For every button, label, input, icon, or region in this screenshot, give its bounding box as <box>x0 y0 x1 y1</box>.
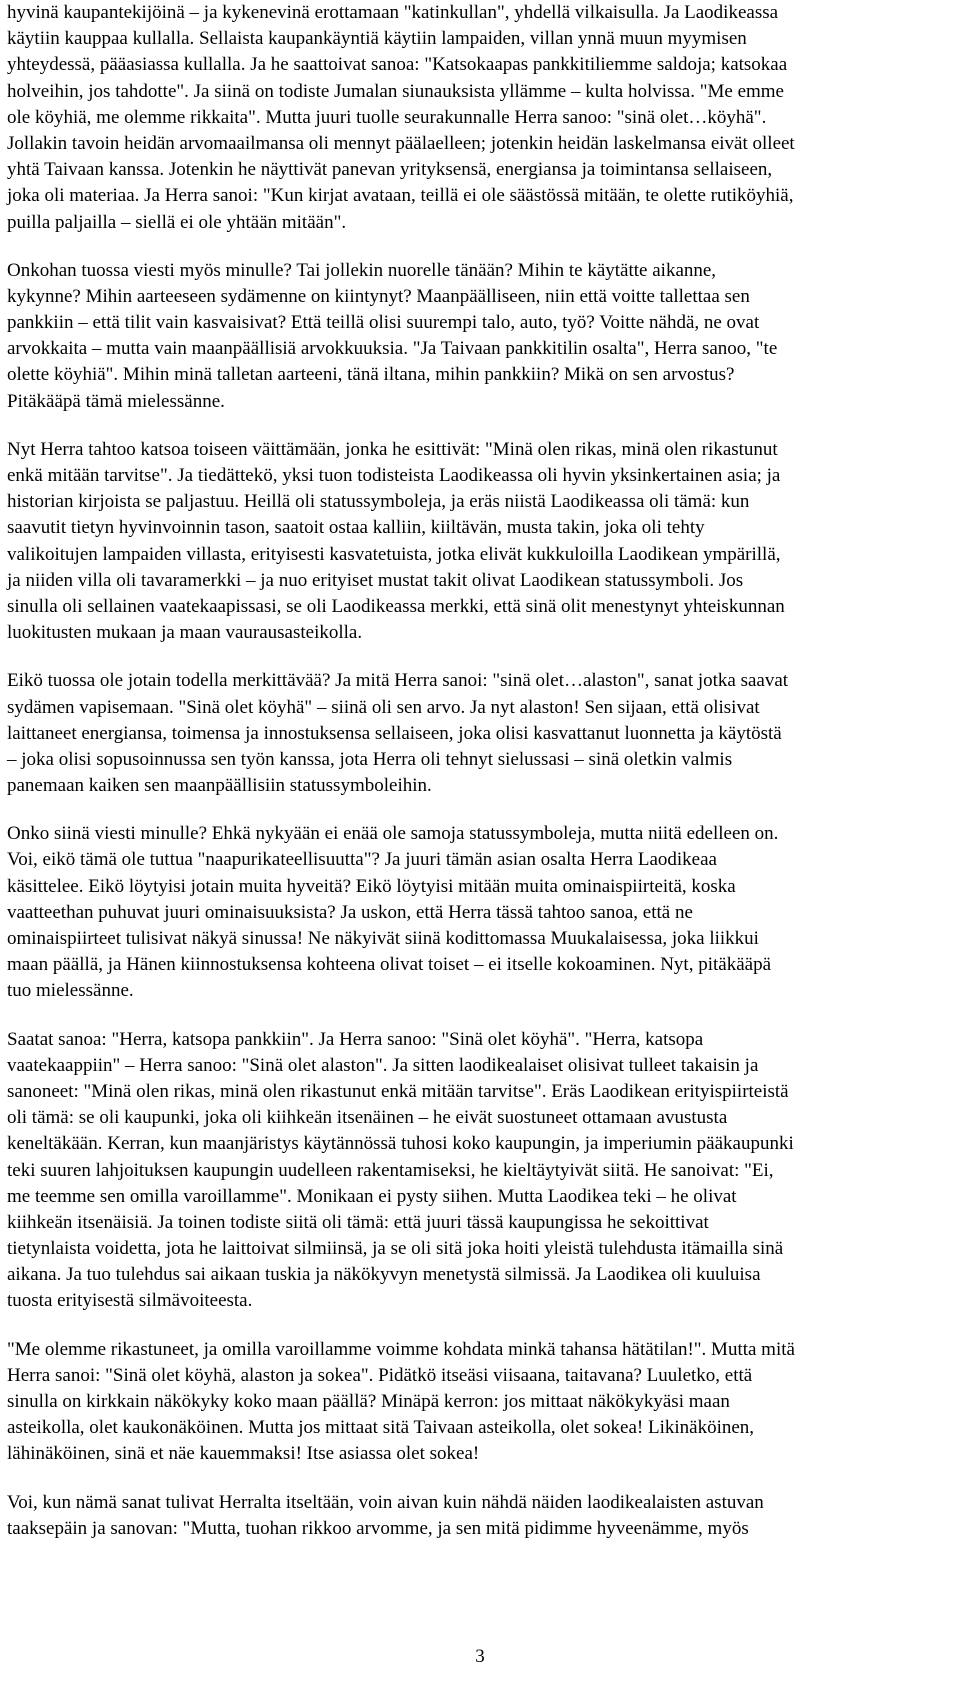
text-line: joka oli materiaa. Ja Herra sanoi: "Kun kirjat avataan, teillä ei ole säästössä mitään, te olette rutiköyhiä, <box>7 185 794 207</box>
paragraph <box>7 821 953 1004</box>
text-line: pankkiin – että tilit vain kasvaisivat? Että teillä olisi suurempi talo, auto, työ? Voitte nähdä, ne ovat <box>7 312 760 334</box>
text-line: kiihkeän itsenäisiä. Ja toinen todiste siitä oli tämä: että juuri tässä kaupungissa he sekoittivat <box>7 1211 709 1233</box>
text-line: Saatat sanoa: "Herra, katsopa pankkiin". Ja Herra sanoo: "Sinä olet köyhä". "Herra, katsopa <box>7 1028 704 1050</box>
text-line: tietynlaista voidetta, jota he laittoivat silmiinsä, ja se oli sitä joka hoiti yleistä tulehdusta itämailla sinä <box>7 1238 784 1260</box>
text-line: enkä mitään tarvitse". Ja tiedättekö, yksi tuon todisteista Laodikeassa oli hyvin yksinkertainen asia; ja <box>7 465 781 486</box>
text-line: – joka olisi sopusoinnussa sen työn kanssa, jota Herra oli tehnyt sielussasi – sinä oletkin valmis <box>7 748 733 770</box>
text-line: holveihin, jos tahdotte". Ja siinä on todiste Jumalan siunauksista yllämme – kulta holvissa. "Me emme <box>7 80 784 102</box>
text-line: käsittelee. Eikö löytyisi jotain muita hyveitä? Eikö löytyisi mitään muita ominaispiirteitä, koska <box>7 875 736 897</box>
text-line: Eikö tuossa ole jotain todella merkittävää? Ja mitä Herra sanoi: "sinä olet…alaston", sanat jotka saavat <box>7 670 789 692</box>
text-line: saavutit tietyn hyvinvoinnin tason, saatoit ostaa kalliin, kiiltävän, musta takin, joka oli tehty <box>7 517 705 539</box>
paragraph <box>7 258 953 415</box>
text-line: vaatekaappiin" – Herra sanoo: "Sinä olet alaston". Ja sitten laodikealaiset olisivat tulleet takaisin ja <box>7 1054 759 1076</box>
paragraph <box>7 668 953 799</box>
text-line: laittaneet energiansa, toimensa ja innostuksensa sellaiseen, joka olisi kasvattanut luonnetta ja käytöstä <box>7 722 782 744</box>
text-line: Nyt Herra tahtoo katsoa toiseen väittämään, jonka he esittivät: "Minä olen rikas, minä olen rikastunut <box>7 438 778 460</box>
text-line: sydämen vapisemaan. "Sinä olet köyhä" – siinä oli sen arvo. Ja nyt alaston! Sen sijaan, että olisivat <box>7 696 760 718</box>
text-line: teki suuren lahjoituksen kaupungin uudelleen rakentamiseksi, he kieltäytyivät siitä. He sanoivat: "Ei, <box>7 1159 774 1181</box>
text-line: me teemme sen omilla varoillamme". Monikaan ei pysty siihen. Mutta Laodikea teki – he olivat <box>7 1185 737 1207</box>
text-line: tuosta erityisestä silmävoiteesta. <box>7 1290 253 1312</box>
text-line: sanoneet: "Minä olen rikas, minä olen rikastunut enkä mitään tarvitse". Eräs Laodikean erityispiirteistä <box>7 1080 789 1102</box>
text-line: olette köyhiä". Mihin minä talletan aarteeni, tänä iltana, mihin pankkiin? Mikä on sen arvostus? <box>7 364 735 386</box>
text-line: Voi, kun nämä sanat tulivat Herralta itseltään, voin aivan kuin nähdä näiden laodikealaisten astuvan <box>7 1491 764 1513</box>
text-line: "Me olemme rikastuneet, ja omilla varoillamme voimme kohdata minkä tahansa hätätilan!". Mutta mitä <box>7 1338 795 1360</box>
paragraph <box>7 1337 953 1468</box>
paragraph <box>7 1027 953 1315</box>
text-line: keneltäkään. Kerran, kun maanjäristys käytännössä tuhosi koko kaupungin, ja imperiumin pääkaupunki <box>7 1133 794 1155</box>
text-line: puilla paljailla – siellä ei ole yhtään mitään". <box>7 211 347 233</box>
text-line: valikoitujen lampaiden villasta, erityisesti kasvatetuista, jotka elivät kukkuloilla Laodikean ympärillä, <box>7 543 781 565</box>
text-line: oli tämä: se oli kaupunki, joka oli kiihkeän itsenäinen – he eivät suostuneet ottamaan avustusta <box>7 1107 728 1129</box>
paragraph <box>7 0 953 236</box>
document-body <box>7 0 953 1564</box>
text-line: tuo mielessänne. <box>7 980 134 1002</box>
text-line: asteikolla, olet kaukonäköinen. Mutta jos mittaat sitä Taivaan asteikolla, olet sokea! Likinäköinen, <box>7 1417 755 1439</box>
text-line: Onkohan tuossa viesti myös minulle? Tai jollekin nuorelle tänään? Mihin te käytätte aikanne, <box>7 259 717 281</box>
text-line: hyvinä kaupantekijöinä – ja kykenevinä erottamaan "katinkullan", yhdellä vilkaisulla. Ja Laodikeassa <box>7 2 779 23</box>
text-line: Herra sanoi: "Sinä olet köyhä, alaston ja sokea". Pidätkö itseäsi viisaana, taitavana? Luuletko, että <box>7 1364 753 1386</box>
text-line: arvokkaita – mutta vain maanpäällisiä arvokkuuksia. "Ja Taivaan pankkitilin osalta", Herra sanoo, "te <box>7 338 778 360</box>
text-line: sinulla on kirkkain näkökyky koko maan päällä? Minäpä kerron: jos mittaat näkökykyäsi maan <box>7 1391 730 1412</box>
text-line: panemaan kaiken sen maanpäällisiin statussymboleihin. <box>7 775 432 797</box>
text-line: ole köyhiä, me olemme rikkaita". Mutta juuri tuolle seurakunnalle Herra sanoo: "sinä olet…köyhä". <box>7 106 767 128</box>
text-line: taaksepäin ja sanovan: "Mutta, tuohan rikkoo arvomme, ja sen mitä pidimme hyveenämme, myös <box>7 1517 749 1539</box>
text-line: vaatteethan puhuvat juuri ominaisuuksista? Ja uskon, että Herra tässä tahtoo sanoa, että ne <box>7 901 693 923</box>
text-line: ominaispiirteet tulisivat näkyä sinussa! Ne näkyivät siinä kodittomassa Muukalaisessa, joka liikkui <box>7 928 759 949</box>
text-line: kykynne? Mihin aarteeseen sydämenne on kiintynyt? Maanpäälliseen, niin että voitte tallettaa sen <box>7 285 750 307</box>
text-line: maan päällä, ja Hänen kiinnostuksensa kohteena olivat toiset – ei itselle kokoaminen. Nyt, pitäkääpä <box>7 954 771 976</box>
page-number: 3 <box>475 1646 485 1667</box>
text-line: historian kirjoista se paljastuu. Heillä oli statussymboleja, ja eräs niistä Laodikeassa oli tämä: kun <box>7 491 750 513</box>
text-line: yhtä Taivaan kanssa. Jotenkin he näyttivät panevan yrityksensä, energiansa ja toimintansa sellaiseen, <box>7 159 773 181</box>
text-line: lähinäköinen, sinä et näe kauemmaksi! Itse asiassa olet sokea! <box>7 1443 480 1465</box>
text-line: ja niiden villa oli tavaramerkki – ja nuo erityiset mustat takit olivat Laodikean statussymboli. Jos <box>7 569 744 591</box>
paragraph <box>7 437 953 647</box>
text-line: Jollakin tavoin heidän arvomaailmansa oli mennyt päälaelleen; jotenkin heidän laskelmansa eivät olleet <box>7 132 795 154</box>
text-line: aikana. Ja tuo tulehdus sai aikaan tuskia ja näkökyvyn menetystä silmissä. Ja Laodikea oli kuuluisa <box>7 1264 761 1286</box>
text-line: yhteydessä, pääasiassa kullalla. Ja he saattoivat sanoa: "Katsokaapas pankkitiliemme saldoja; katsokaa <box>7 54 788 76</box>
text-line: Voi, eikö tämä ole tuttua "naapurikateellisuutta"? Ja juuri tämän asian osalta Herra Laodikeaa <box>7 849 717 871</box>
paragraph <box>7 1490 953 1542</box>
text-line: sinulla oli sellainen vaatekaapissasi, se oli Laodikeassa merkki, että sinä olit menestynyt yhteiskunnan <box>7 595 785 617</box>
text-line: Pitäkääpä tämä mielessänne. <box>7 390 225 412</box>
text-line: Onko siinä viesti minulle? Ehkä nykyään ei enää ole samoja statussymboleja, mutta niitä edelleen on. <box>7 823 779 845</box>
text-line: käytiin kauppaa kullalla. Sellaista kaupankäyntiä käytiin lampaiden, villan ynnä muun myymisen <box>7 28 747 50</box>
text-line: luokitusten mukaan ja maan vaurausasteikolla. <box>7 622 363 644</box>
